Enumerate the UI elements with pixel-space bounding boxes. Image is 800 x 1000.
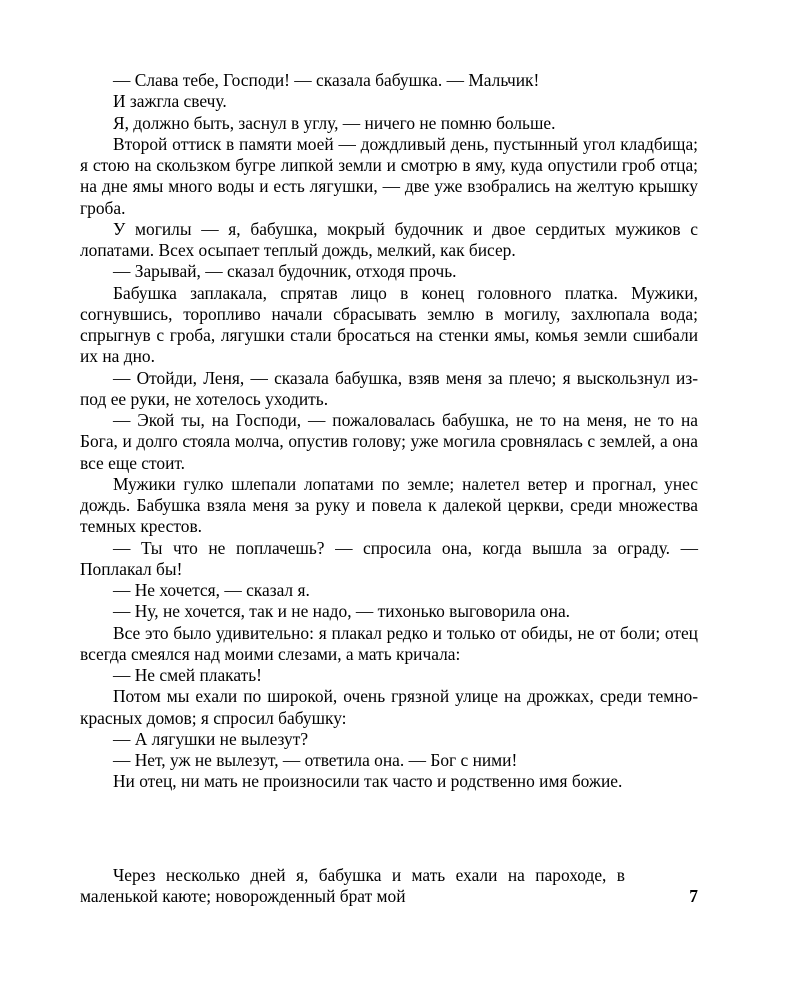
paragraph-7: Бабушка заплакала, спрятав лицо в конец головного платка. Мужики, согнувшись, торопливо начали сбрасывать землю в могилу, захлюпала вода; спрыгнув с гроба, лягушки стали бросаться на стенки ямы, комья земли сшибали их на дно. [80,282,698,367]
paragraph-2: И зажгла свечу. [113,91,227,112]
paragraph-9: — Экой ты, на Господи, — пожаловалась бабушка, не то на меня, не то на Бога, и долго стояла молча, опустив голову; уже могила сровнялась с землей, а она все еще стоит. [80,410,698,473]
paragraph-19: Ни отец, ни мать не произносили так часто и родственно имя божие. [113,771,623,792]
paragraph-15: — Не смей плакать! [113,665,262,685]
paragraph-16: Потом мы ехали по широкой, очень грязной улице на дрожках, среди темно-красных домов; я спросил бабушку: [80,686,698,728]
page-number: 7 [689,886,698,906]
paragraph-18: — Нет, уж не вылезут, — ответила она. — Бог с ними! [113,750,518,770]
paragraph-4: Второй оттиск в памяти моей — дождливый день, пустынный угол кладбища; я стою на скользком бугре липкой земли и смотрю в яму, куда опустили гроб отца; на дне ямы много воды и есть лягушки, — две уже взобрались на желтую крышку гроба. [80,133,698,218]
paragraph-17: — А лягушки не вылезут? [113,728,309,749]
paragraph-13: — Ну, не хочется, так и не надо, — тихонько выговорила она. [113,601,571,622]
paragraph-12: — Не хочется, — сказал я. [113,580,310,600]
paragraph-6: — Зарывай, — сказал будочник, отходя прочь. [113,261,457,282]
page-footer [80,865,698,908]
paragraph-11: — Ты что не поплачешь? — спросила она, когда вышла за ограду. — Поплакал бы! [80,537,698,579]
paragraph-10: Мужики гулко шлепали лопатами по земле; налетел ветер и прогнал, унес дождь. Бабушка взяла меня за руку и повела к далекой церкви, среди множества темных крестов. [80,473,698,537]
paragraph-14: Все это было удивительно: я плакал редко и только от обиды, не от боли; отец всегда смеялся над моими слезами, а мать кричала: [80,622,698,664]
paragraph-8: — Отойди, Леня, — сказала бабушка, взяв меня за плечо; я выскользнул из-под ее руки, не хотелось уходить. [80,367,698,409]
paragraph-1: — Слава тебе, Господи! — сказала бабушка. — Мальчик! [113,70,540,90]
paragraph-5: У могилы — я, бабушка, мокрый будочник и двое сердитых мужиков с лопатами. Всех осыпает теплый дождь, мелкий, как бисер. [80,218,698,260]
continuing-paragraph: Через несколько дней я, бабушка и мать ехали на пароходе, в маленькой каюте; новорожденный брат мой [80,865,625,907]
main-text [80,70,698,793]
paragraph-3: Я, должно быть, заснул в углу, — ничего не помню больше. [113,112,556,133]
